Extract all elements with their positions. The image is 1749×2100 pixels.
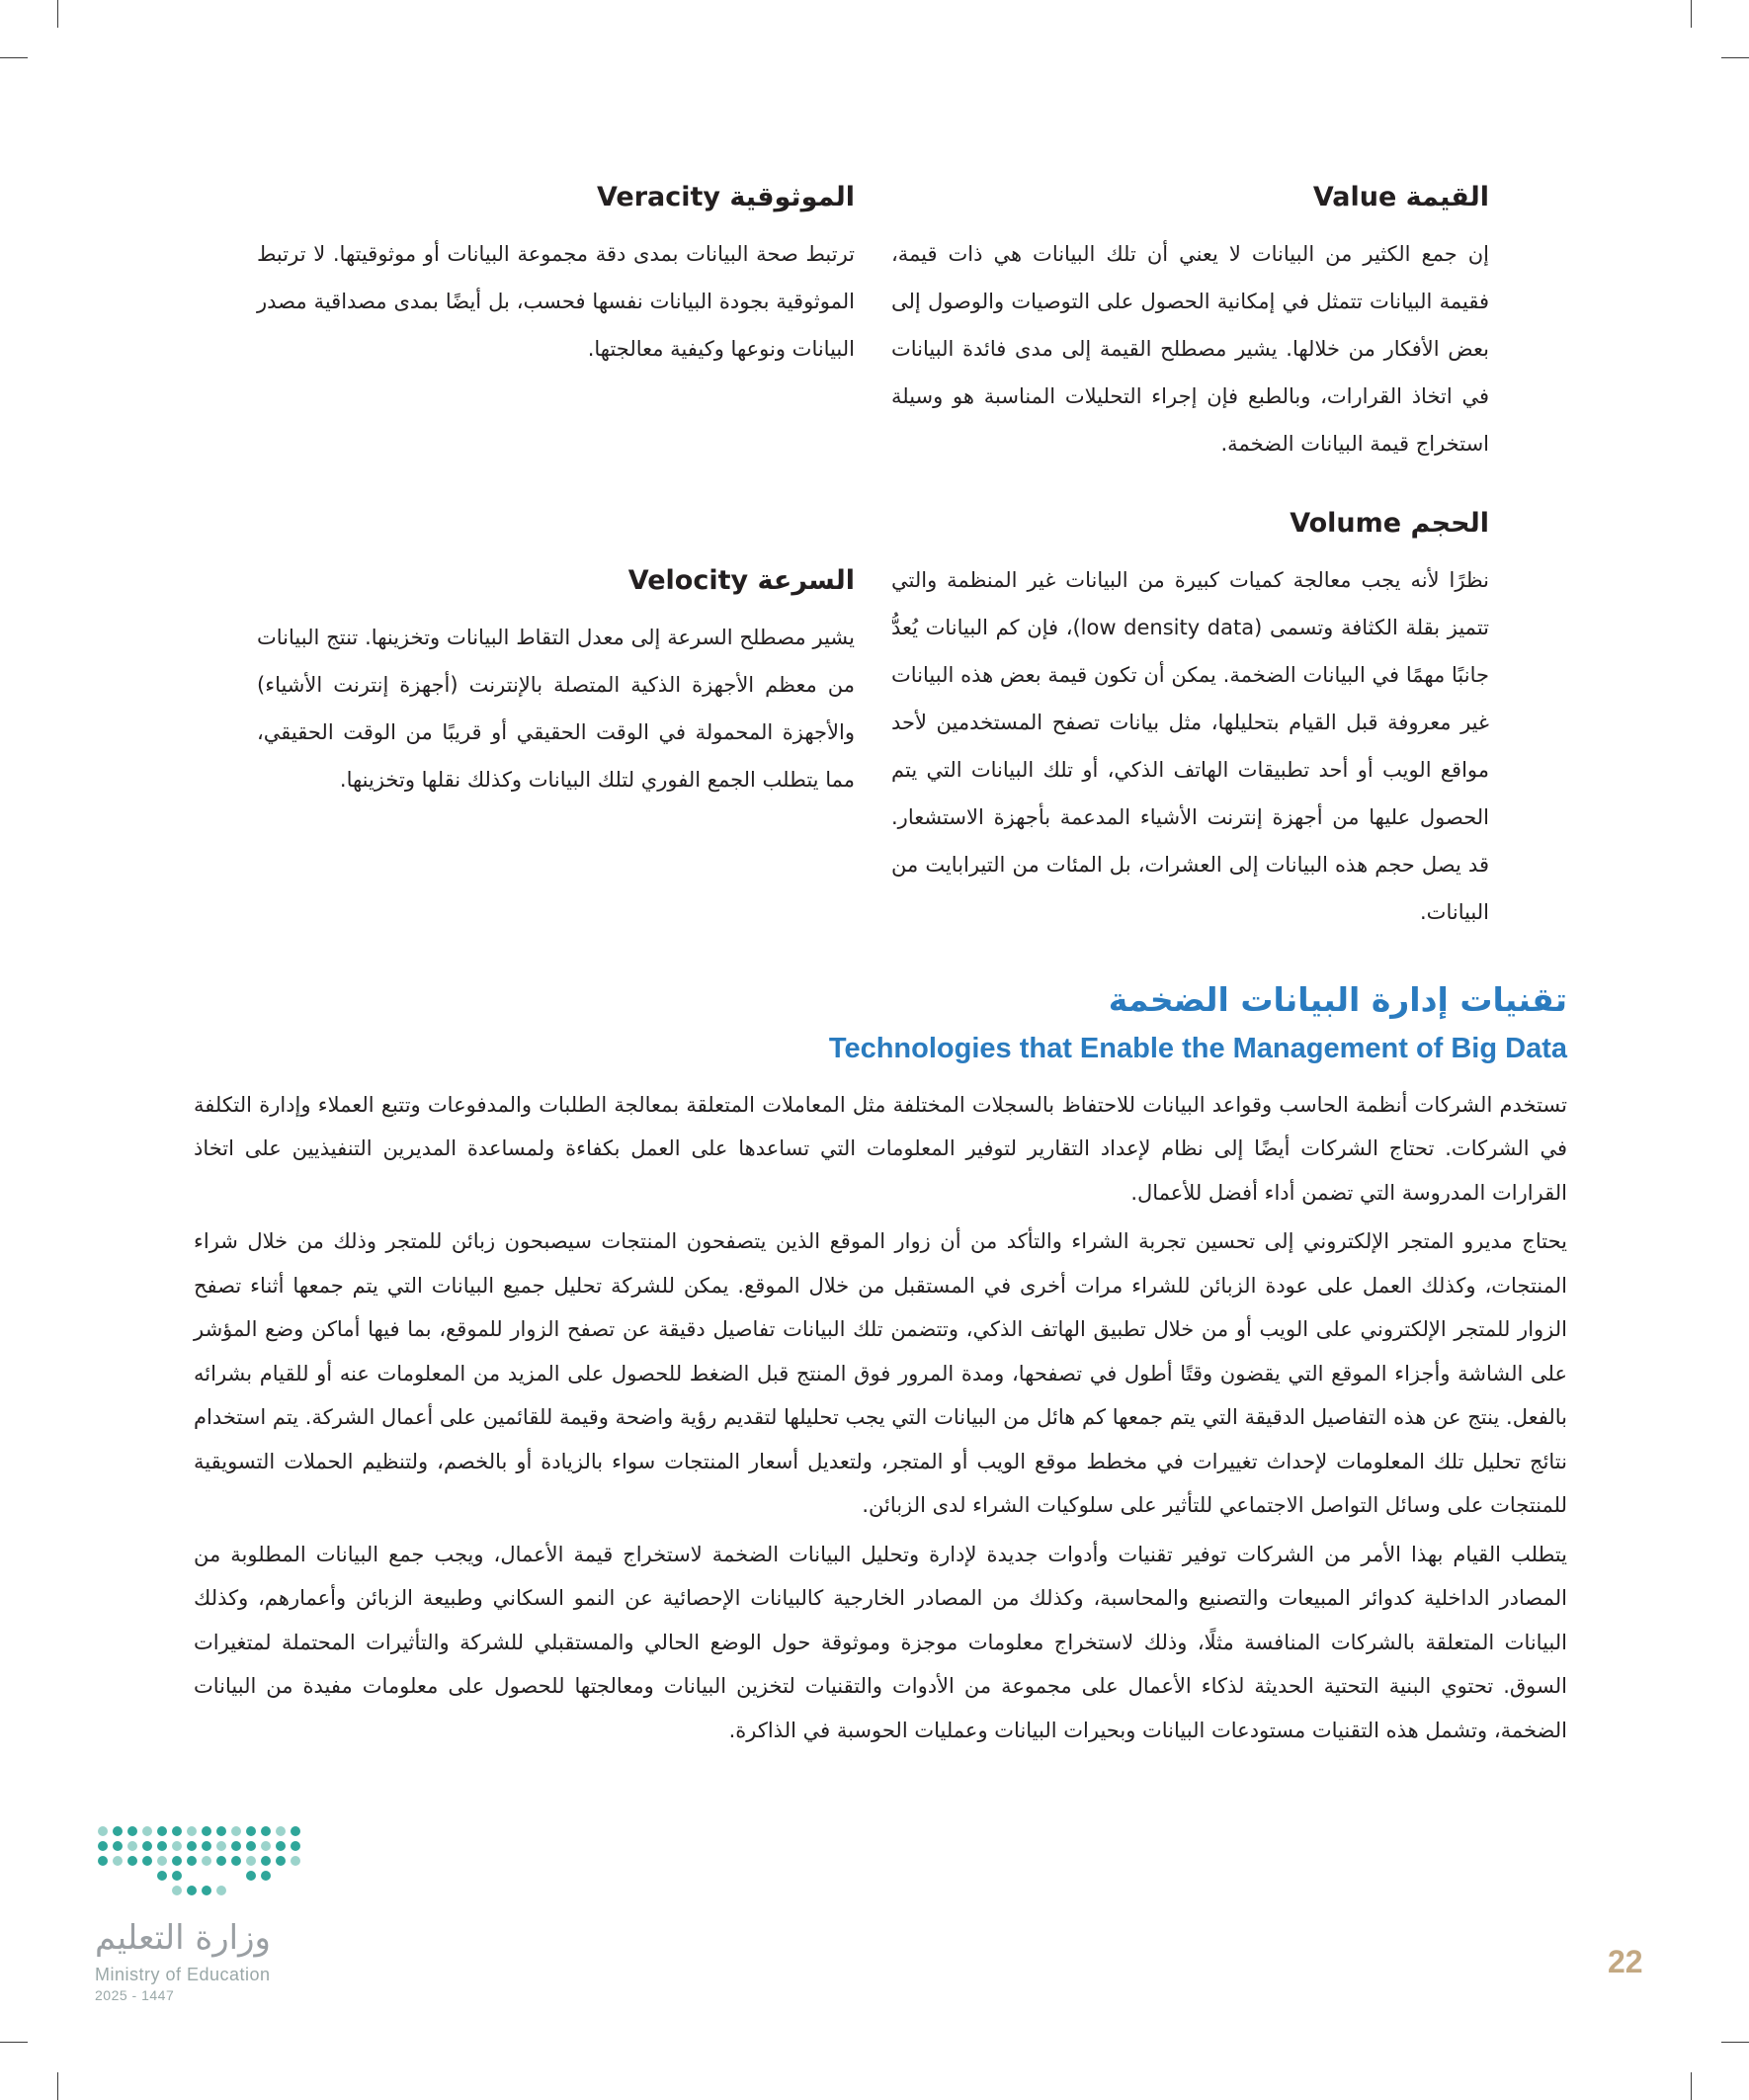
- ministry-name-arabic: وزارة التعليم: [95, 1918, 271, 1958]
- left-column: [257, 179, 855, 803]
- value-block: [891, 179, 1489, 467]
- velocity-paragraph: يشير مصطلح السرعة إلى معدل التقاط البيانات وتخزينها. تنتج البيانات من معظم الأجهزة الذكية المتصلة بالإنترنت (أجهزة إنترنت الأشياء) والأجهزة المحمولة في الوقت الحقيقي أو قريبًا من الوقت الحقيقي، مما يتطلب الجمع الفوري لتلك البيانات وكذلك نقلها وتخزينها.: [257, 625, 855, 792]
- crop-mark: [1721, 57, 1749, 58]
- crop-mark: [1721, 2042, 1749, 2043]
- section-title-english: Technologies that Enable the Management of Big Data: [828, 1033, 1567, 1065]
- section-paragraph: يتطلب القيام بهذا الأمر من الشركات توفير تقنيات وأدوات جديدة لإدارة وتحليل البيانات الضخمة لاستخراج قيمة الأعمال، ويجب جمع البيانات المطلوبة من المصادر الداخلية كدوائر المبيعات والتصنيع والمحاسبة، وكذلك من المصادر الخارجية كالبيانات الإحصائية عن النمو السكاني وطبيعة الزبائن وأعمارهم، وكذلك البيانات المتعلقة بالشركات المنافسة مثلًا، وذلك لاستخراج معلومات موجزة وموثوقة حول الوضع الحالي والمستقبلي للشركة والتأثيرات المحتملة لمتغيرات السوق. تحتوي البنية التحتية الحديثة لذكاء الأعمال على مجموعة من الأدوات والتقنيات لتخزين البيانات ومعالجتها للحصول على معلومات مفيدة من البيانات الضخمة، وتشمل هذه التقنيات مستودعات البيانات وبحيرات البيانات وعمليات الحوسبة في الذاكرة.: [194, 1542, 1567, 1742]
- volume-block: [891, 505, 1489, 936]
- crop-mark: [0, 2042, 28, 2043]
- big-data-technologies-section: [194, 977, 1567, 1757]
- year-label: 2025 - 1447: [95, 1986, 175, 2003]
- value-heading: القيمة Value: [1312, 182, 1489, 212]
- velocity-heading: السرعة Velocity: [627, 564, 855, 596]
- section-title-arabic: تقنيات إدارة البيانات الضخمة: [1108, 980, 1567, 1019]
- page-number: 22: [1608, 1944, 1643, 1979]
- right-column: [891, 179, 1489, 936]
- veracity-paragraph: ترتبط صحة البيانات بمدى دقة مجموعة البيانات أو موثوقيتها. لا ترتبط الموثوقية بجودة البيانات نفسها فحسب، بل أيضًا بمدى مصداقية مصدر البيانات ونوعها وكيفية معالجتها.: [257, 241, 855, 361]
- volume-heading: الحجم Volume: [1290, 507, 1489, 539]
- veracity-block: [257, 179, 855, 373]
- section-body: [194, 1083, 1567, 1753]
- section-paragraph: يحتاج مديرو المتجر الإلكتروني إلى تحسين تجربة الشراء والتأكد من أن زوار الموقع الذين يتصفحون المنتجات سيصبحون زبائن للمتجر وذلك من خلال شراء المنتجات، وكذلك العمل على عودة الزبائن للشراء مرات أخرى في المستقبل من خلال الموقع. يمكن للشركة تحليل جميع البيانات التي يتم جمعها أثناء تصفح الزوار للمتجر الإلكتروني على الويب أو من خلال تطبيق الهاتف الذكي، وتتضمن تلك البيانات تفاصيل دقيقة عن تصفح الزوار للموقع، بما فيها أماكن وضع المؤشر على الشاشة وأجزاء الموقع التي يقضون وقتًا أطول في تصفحها، ومدة المرور فوق المنتج قبل الضغط للحصول على المزيد من المعلومات عنه أو للقيام بشرائه بالفعل. ينتج عن هذه التفاصيل الدقيقة التي يتم جمعها كم هائل من البيانات التي يجب تحليلها لتقديم رؤية واضحة وقيمة للقائمين على أعمال الشركة. يتم استخدام نتائج تحليل تلك المعلومات لإحداث تغييرات في مخطط موقع الويب أو المتجر، ولتعديل أسعار المنتجات سواء بالزيادة أو بالخصم، ولتنظيم الحملات التسويقية للمنتجات على وسائل التواصل الاجتماعي للتأثير على سلوكيات الشراء لدى الزبائن.: [194, 1229, 1567, 1518]
- ministry-name-english: Ministry of Education: [95, 1964, 271, 1984]
- value-paragraph: إن جمع الكثير من البيانات لا يعني أن تلك البيانات هي ذات قيمة، فقيمة البيانات تتمثل في إمكانية الحصول على التوصيات والوصول إلى بعض الأفكار من خلالها. يشير مصطلح القيمة إلى مدى فائدة البيانات في اتخاذ القرارات، وبالطبع فإن إجراء التحليلات المناسبة هو وسيلة استخراج قيمة البيانات الضخمة.: [891, 241, 1489, 456]
- crop-mark: [1691, 0, 1692, 28]
- veracity-heading: الموثوقية Veracity: [596, 182, 855, 212]
- crop-mark: [1691, 2072, 1692, 2100]
- crop-mark: [57, 0, 58, 28]
- volume-paragraph: نظرًا لأنه يجب معالجة كميات كبيرة من البيانات غير المنظمة والتي تتميز بقلة الكثافة وتسمى (low density data)، فإن كم البيانات يُعدُّ جانبًا مهمًا في البيانات الضخمة. يمكن أن تكون قيمة بعض هذه البيانات غير معروفة قبل القيام بتحليلها، مثل بيانات تصفح المستخدمين لأحد مواقع الويب أو أحد تطبيقات الهاتف الذكي، أو تلك البيانات التي يتم الحصول عليها من أجهزة إنترنت الأشياء المدعمة بأجهزة الاستشعار. قد يصل حجم هذه البيانات إلى العشرات، بل المئات من التيرابايت من البيانات.: [891, 567, 1489, 924]
- section-paragraph: تستخدم الشركات أنظمة الحاسب وقواعد البيانات للاحتفاظ بالسجلات المختلفة مثل المعاملات المتعلقة بمعالجة الطلبات والمدفوعات وتتبع العملاء وإدارة التكلفة في الشركات. تحتاج الشركات أيضًا إلى نظام لإعداد التقارير لتوفير المعلومات التي تساعدها على العمل بكفاءة ولمساعدة المديرين التنفيذيين على اتخاذ القرارات المدروسة التي تضمن أداء أفضل للأعمال.: [194, 1092, 1567, 1205]
- velocity-block: [257, 562, 855, 803]
- ministry-logo: [95, 1823, 332, 2003]
- crop-mark: [57, 2072, 58, 2100]
- ministry-logo-dots-icon: [95, 1823, 312, 1902]
- crop-mark: [0, 57, 28, 58]
